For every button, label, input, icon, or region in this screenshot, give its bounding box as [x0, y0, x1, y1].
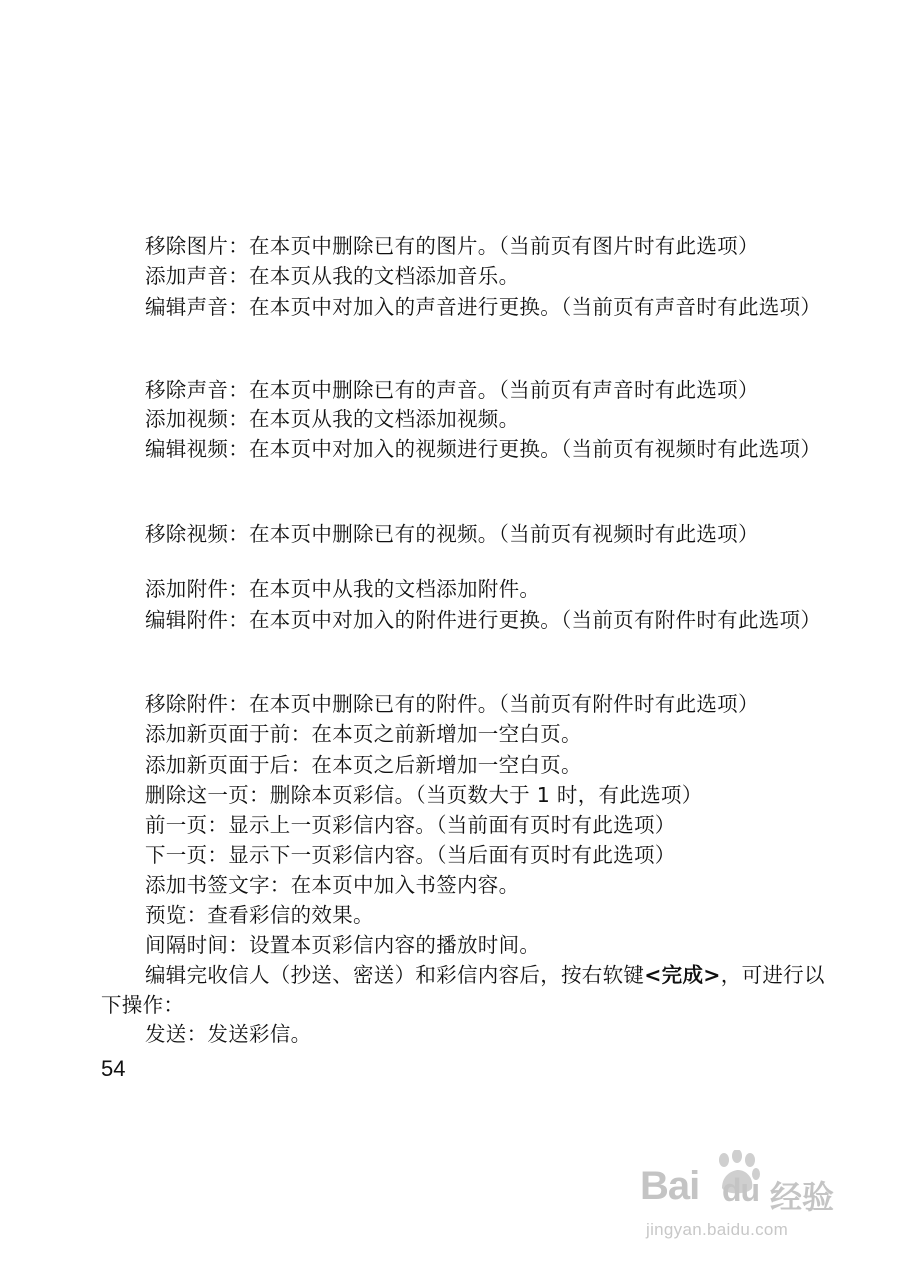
- paragraph-add-page-before: [101, 720, 836, 748]
- paragraph-add-video: [101, 405, 836, 433]
- paragraph-send: [101, 1020, 836, 1048]
- paragraph-label: 预览：: [145, 903, 208, 927]
- page-number: 54: [101, 1056, 126, 1081]
- paragraph-edit-attachment: [101, 605, 836, 635]
- paragraph-remove-picture: [101, 232, 836, 260]
- paragraph-text: 在本页中删除已有的附件。（当前页有附件时有此选项）: [249, 692, 759, 716]
- paragraph-previous-page: [101, 811, 836, 839]
- baidu-jingyan-watermark: [640, 1150, 890, 1260]
- paragraph-label: 添加书签文字：: [145, 873, 291, 897]
- paragraph-text: 在本页中删除已有的声音。（当前页有声音时有此选项）: [249, 378, 759, 402]
- paragraph-edit-video: [101, 434, 836, 464]
- paragraph-text: 在本页中从我的文档添加附件。: [249, 577, 541, 601]
- paragraph-text: 显示上一页彩信内容。（当前面有页时有此选项）: [228, 813, 676, 837]
- paragraph-delete-page: [101, 781, 836, 809]
- paragraph-text: 在本页从我的文档添加音乐。: [249, 264, 520, 288]
- paragraph-remove-sound: [101, 376, 836, 404]
- paragraph-add-sound: [101, 262, 836, 290]
- paragraph-label: 编辑附件：: [145, 608, 249, 632]
- watermark-logo-cn: 经验: [770, 1178, 835, 1216]
- paragraph-text: 查看彩信的效果。: [207, 903, 374, 927]
- paragraph-text: ，可进行以下操作：: [101, 963, 825, 1017]
- paragraph-label: 移除视频：: [145, 522, 249, 546]
- paragraph-text: 在本页中删除已有的视频。（当前页有视频时有此选项）: [249, 522, 759, 546]
- paragraph-text: 在本页中删除已有的图片。（当前页有图片时有此选项）: [249, 234, 759, 258]
- paragraph-label: 移除声音：: [145, 378, 249, 402]
- paragraph-text: 在本页中对加入的附件进行更换。（当前页有附件时有此选项）: [249, 608, 822, 632]
- paragraph-after-editing: [101, 960, 836, 1020]
- watermark-url: jingyan.baidu.com: [646, 1220, 789, 1239]
- paragraph-label: 添加声音：: [145, 264, 249, 288]
- paragraph-text: 显示下一页彩信内容。（当后面有页时有此选项）: [228, 843, 676, 867]
- paragraph-text: 在本页中加入书签内容。: [290, 873, 520, 897]
- paragraph-text: 在本页之前新增加一空白页。: [311, 722, 582, 746]
- paragraph-label: 添加视频：: [145, 407, 249, 431]
- paragraph-label: 前一页：: [145, 813, 229, 837]
- watermark-logo-tail: du: [722, 1172, 760, 1208]
- paragraph-label: 添加新页面于后：: [145, 753, 312, 777]
- paragraph-add-bookmark-text: [101, 871, 836, 899]
- paragraph-label: 移除附件：: [145, 692, 249, 716]
- paragraph-remove-video: [101, 520, 836, 548]
- paragraph-text: 在本页中对加入的视频进行更换。（当前页有视频时有此选项）: [249, 437, 822, 461]
- paragraph-label: 编辑声音：: [145, 295, 249, 319]
- softkey-keyword: <完成>: [644, 963, 721, 987]
- paragraph-text: 在本页之后新增加一空白页。: [311, 753, 582, 777]
- paragraph-text: 设置本页彩信内容的播放时间。: [249, 933, 541, 957]
- paragraph-next-page: [101, 841, 836, 869]
- paragraph-text: 发送彩信。: [207, 1022, 312, 1046]
- paragraph-remove-attachment: [101, 690, 836, 718]
- paragraph-add-attachment: [101, 575, 836, 603]
- paragraph-label: 编辑完收信人（抄送、密送）和彩信内容后，按右软键: [145, 963, 645, 987]
- paragraph-preview: [101, 901, 836, 929]
- paragraph-label: 下一页：: [145, 843, 229, 867]
- paragraph-text: 在本页中对加入的声音进行更换。（当前页有声音时有此选项）: [249, 295, 822, 319]
- paragraph-label: 间隔时间：: [145, 933, 249, 957]
- paragraph-interval-time: [101, 931, 836, 959]
- paragraph-label: 添加附件：: [145, 577, 249, 601]
- paragraph-edit-sound: [101, 292, 836, 322]
- watermark-logo: Bai: [640, 1164, 700, 1208]
- paragraph-label: 编辑视频：: [145, 437, 249, 461]
- paragraph-text: 删除本页彩信。（当页数大于 1 时，有此选项）: [269, 783, 703, 807]
- paragraph-label: 删除这一页：: [145, 783, 270, 807]
- paragraph-add-page-after: [101, 751, 836, 779]
- paragraph-label: 发送：: [145, 1022, 208, 1046]
- paragraph-text: 在本页从我的文档添加视频。: [249, 407, 520, 431]
- paragraph-label: 添加新页面于前：: [145, 722, 312, 746]
- paragraph-label: 移除图片：: [145, 234, 249, 258]
